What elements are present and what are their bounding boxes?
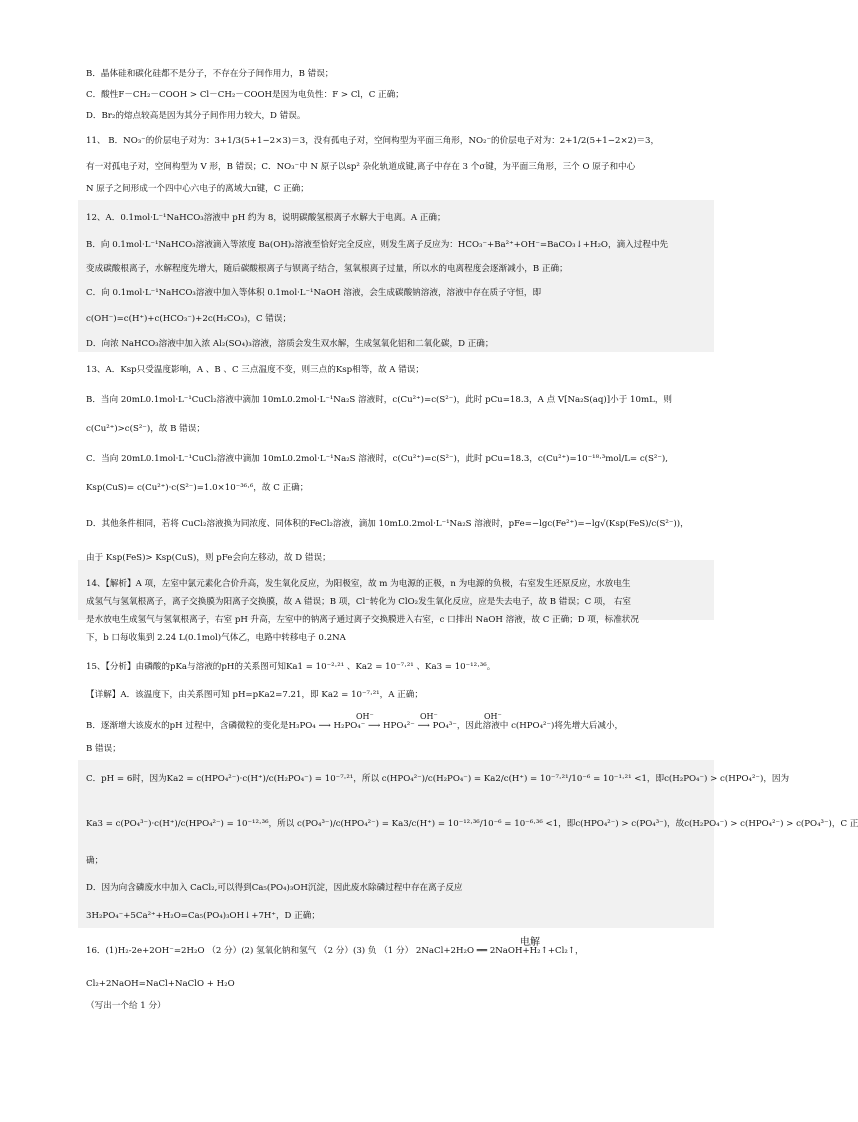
text-line: c(OH⁻)=c(H⁺)+c(HCO₃⁻)+2c(H₂CO₃)，C 错误； — [86, 314, 292, 324]
reaction-condition-label: 电解 — [520, 937, 540, 948]
text-line: 由于 Ksp(FeS)> Ksp(CuS)，则 pFe会向左移动，故 D 错误； — [86, 553, 331, 563]
text-line: 确； — [86, 856, 104, 866]
text-line: 14、【解析】A 项，左室中氯元素化合价升高，发生氧化反应，为阳极室，故 m 为电源的正极，n 为电源的负极，右室发生还原反应，水放电生 — [86, 579, 631, 589]
text-line: N 原子之间形成一个四中心六电子的离域大π键，C 正确； — [86, 184, 309, 194]
reaction-condition-label: OH⁻ — [484, 712, 502, 721]
text-line: Ksp(CuS)= c(Cu²⁺)·c(S²⁻)=1.0×10⁻³⁶·⁶，故 C 正确； — [86, 483, 309, 493]
text-line: 3H₂PO₄⁻+5Ca²⁺+H₂O=Ca₅(PO₄)₃OH↓+7H⁺，D 正确； — [86, 911, 320, 921]
text-line: C．pH = 6时，因为Ka2 = c(HPO₄²⁻)·c(H⁺)/c(H₂PO₄⁻) = 10⁻⁷·²¹，所以 c(HPO₄²⁻)/c(H₂PO₄⁻) = Ka2/c(H⁺) = 10⁻⁷·²¹/10⁻⁶ = 10⁻¹·²¹ <1，即c(H₂PO₄⁻) > c(HPO₄²⁻)，因为 — [86, 774, 790, 784]
text-line: 11、 B．NO₃⁻的价层电子对为：3+1/3(5+1−2×3)＝3，没有孤电子对，空间构型为平面三角形，NO₂⁻的价层电子对为：2+1/2(5+1−2×2)＝3， — [86, 136, 660, 146]
text-line: 13、A．Ksp只受温度影响，A 、B 、C 三点温度不变，则三点的Ksp相等，故 A 错误； — [86, 365, 424, 375]
text-line: 【详解】A．该温度下，由关系图可知 pH=pKa2=7.21，即 Ka2 = 10⁻⁷·²¹，A 正确； — [86, 690, 423, 700]
text-line: Cl₂+2NaOH=NaCl+NaClO + H₂O — [86, 979, 235, 989]
text-line: 16．(1)H₂-2e+2OH⁻=2H₂O （2 分）(2) 氢氧化钠和氢气 （2 分）(3) 负 （1 分） 2NaCl+2H₂O ══ 2NaOH+H₂↑+Cl₂↑， — [86, 946, 584, 956]
highlight-band — [78, 760, 714, 928]
text-line: 下，b 口每收集到 2.24 L(0.1mol)气体乙，电路中转移电子 0.2NA — [86, 633, 346, 643]
text-line: D．向浓 NaHCO₃溶液中加入浓 Al₂(SO₄)₃溶液，溶质会发生双水解，生成氢氧化铝和二氧化碳，D 正确； — [86, 339, 494, 349]
highlight-band — [78, 560, 714, 620]
text-line: B 错误； — [86, 744, 121, 754]
text-line: B．向 0.1mol·L⁻¹NaHCO₃溶液滴入等浓度 Ba(OH)₂溶液至恰好完全反应，则发生离子反应为：HCO₃⁻+Ba²⁺+OH⁻=BaCO₃↓+H₂O，滴入过程中先 — [86, 240, 669, 250]
text-line: 12、A．0.1mol·L⁻¹NaHCO₃溶液中 pH 约为 8，说明碳酸氢根离子水解大于电离。A 正确； — [86, 213, 446, 223]
text-line: B．逐渐增大该废水的pH 过程中，含磷微粒的变化是H₃PO₄ ⟶ H₂PO₄⁻ ⟶ HPO₄²⁻ ⟶ PO₄³⁻，因此溶液中 c(HPO₄²⁻)将先增大后减小， — [86, 721, 624, 731]
text-line: 成氢气与氢氧根离子，离子交换膜为阳离子交换膜，故 A 错误；B 项，Cl⁻转化为 ClO₂发生氧化反应，应是失去电子，故 B 错误；C 项， 右室 — [86, 597, 632, 607]
reaction-condition-label: OH⁻ — [356, 712, 374, 721]
text-line: C．向 0.1mol·L⁻¹NaHCO₃溶液中加入等体积 0.1mol·L⁻¹NaOH 溶液，会生成碳酸钠溶液，溶液中存在质子守恒，即 — [86, 288, 542, 298]
text-line: 有一对孤电子对，空间构型为 V 形，B 错误；C．NO₃⁻中 N 原子以sp² 杂化轨道成键,离子中存在 3 个σ键，为平面三角形，三个 O 原子和中心 — [86, 162, 636, 172]
text-line: C．当向 20mL0.1mol·L⁻¹CuCl₂溶液中滴加 10mL0.2mol·L⁻¹Na₂S 溶液时，c(Cu²⁺)=c(S²⁻)，此时 pCu=18.3，c(Cu²⁺)=10⁻¹⁸·³mol/L= c(S²⁻), — [86, 454, 668, 464]
text-line: C．酸性F－CH₂－COOH > Cl－CH₂－COOH是因为电负性：F > Cl，C 正确； — [86, 90, 404, 100]
reaction-condition-label: OH⁻ — [420, 712, 438, 721]
text-line: 变成碳酸根离子，水解程度先增大，随后碳酸根离子与钡离子结合，氢氧根离子过量，所以水的电离程度会逐渐减小，B 正确； — [86, 264, 568, 274]
text-line: （写出一个给 1 分） — [86, 1001, 166, 1011]
text-line: B．当向 20mL0.1mol·L⁻¹CuCl₂溶液中滴加 10mL0.2mol·L⁻¹Na₂S 溶液时，c(Cu²⁺)=c(S²⁻)，此时 pCu=18.3，A 点 V[Na₂S(aq)]小于 10mL，则 — [86, 395, 673, 405]
text-line: D．Br₂的熔点较高是因为其分子间作用力较大，D 错误。 — [86, 111, 306, 121]
text-line: Ka3 = c(PO₄³⁻)·c(H⁺)/c(HPO₄²⁻) = 10⁻¹²·³⁶，所以 c(PO₄³⁻)/c(HPO₄²⁻) = Ka3/c(H⁺) = 10⁻¹²·³⁶/10⁻⁶ = 10⁻⁶·³⁶ <1，即c(HPO₄²⁻) > c(PO₄³⁻)，故c(H₂PO₄⁻) > c(HPO₄²⁻) > c(PO₄³⁻)，C 正 — [86, 819, 858, 829]
text-line: D．其他条件相同，若将 CuCl₂溶液换为同浓度、同体积的FeCl₂溶液，滴加 10mL0.2mol·L⁻¹Na₂S 溶液时，pFe=−lgc(Fe²⁺)=−lg√(Ksp(FeS)/c(S²⁻))， — [86, 519, 689, 529]
text-line: 是水放电生成氢气与氢氧根离子，右室 pH 升高，左室中的钠离子通过离子交换膜进入右室，c 口排出 NaOH 溶液，故 C 正确；D 项，标准状况 — [86, 615, 639, 625]
text-line: 15、【分析】由磷酸的pKa与溶液的pH的关系图可知Ka1 = 10⁻²·²¹ 、Ka2 = 10⁻⁷·²¹ 、Ka3 = 10⁻¹²·³⁶。 — [86, 662, 496, 672]
text-line: D．因为向含磷废水中加入 CaCl₂,可以得到Ca₅(PO₄)₃OH沉淀，因此废水除磷过程中存在离子反应 — [86, 883, 463, 893]
text-line: B．晶体硅和碳化硅都不是分子，不存在分子间作用力，B 错误； — [86, 69, 334, 79]
text-line: c(Cu²⁺)>c(S²⁻)，故 B 错误； — [86, 424, 205, 434]
